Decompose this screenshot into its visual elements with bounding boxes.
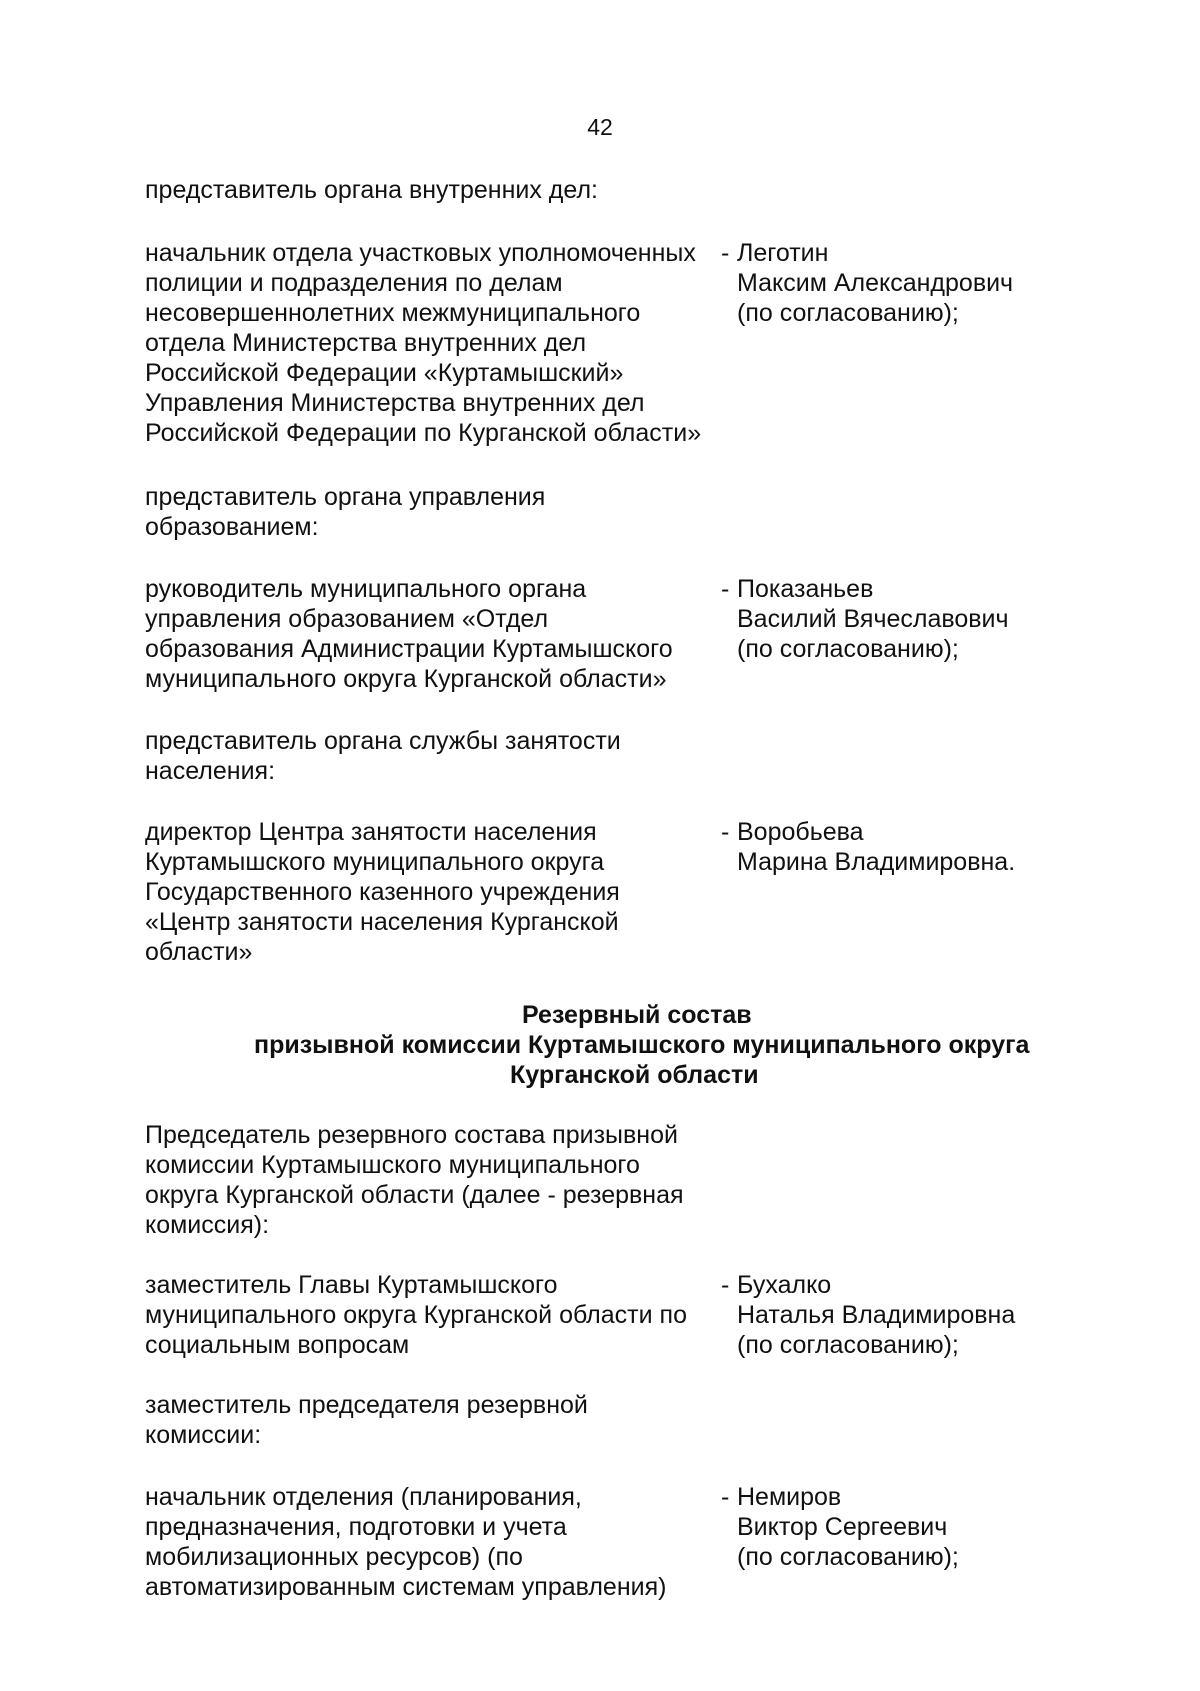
category-reserve-deputy: заместитель председателя резервной комиссии:: [145, 1391, 588, 1449]
category-education: представитель органа управления образованием:: [145, 483, 546, 541]
position-deputy-head: заместитель Главы Куртамышского муниципального округа Курганской области по социальным вопросам: [145, 1271, 687, 1359]
dash: -: [721, 1271, 730, 1299]
reserve-heading: Резервный состав призывной комиссии Куртамышского муниципального округа Курганской области: [254, 1001, 1030, 1089]
dash: -: [721, 818, 730, 846]
category-reserve-chairman: Председатель резервного состава призывной комиссии Куртамышского муниципального округа Курганской области (далее - резервная комиссия):: [145, 1121, 684, 1239]
category-employment: представитель органа службы занятости населения:: [145, 727, 621, 785]
person-legotin: - Леготин Максим Александрович (по согласованию);: [721, 239, 1014, 327]
position-employment-director: директор Центра занятости населения Куртамышского муниципального округа Государственного казенного учреждения «Центр занятости населения Курганской области»: [145, 818, 620, 966]
dash: -: [721, 1483, 730, 1511]
position-police-chief: начальник отдела участковых уполномоченных полиции и подразделения по делам несовершеннолетних межмуниципального отдела Министерства внутренних дел Российской Федерации «Куртамышский» Управления Министерства внутренних дел Российской Федерации по Курганской области»: [145, 239, 702, 447]
position-mobilization-chief: начальник отделения (планирования, предназначения, подготовки и учета мобилизационных ресурсов) (по автоматизированным системам управления): [145, 1483, 667, 1601]
person-vorobyeva: - Воробьева Марина Владимировна.: [721, 818, 1016, 876]
category-internal-affairs: представитель органа внутренних дел:: [145, 176, 599, 204]
person-nemirov: - Немиров Виктор Сергеевич (по согласованию);: [721, 1483, 959, 1571]
person-bukhalko: - Бухалко Наталья Владимировна (по согласованию);: [721, 1271, 1016, 1359]
page-number: 42: [587, 114, 613, 140]
dash: -: [721, 239, 730, 267]
position-education-head: руководитель муниципального органа управления образованием «Отдел образования Администрации Куртамышского муниципального округа Курганской области»: [145, 575, 673, 693]
person-pokazanyev: - Показаньев Василий Вячеславович (по согласованию);: [721, 575, 1009, 663]
dash: -: [721, 575, 730, 603]
